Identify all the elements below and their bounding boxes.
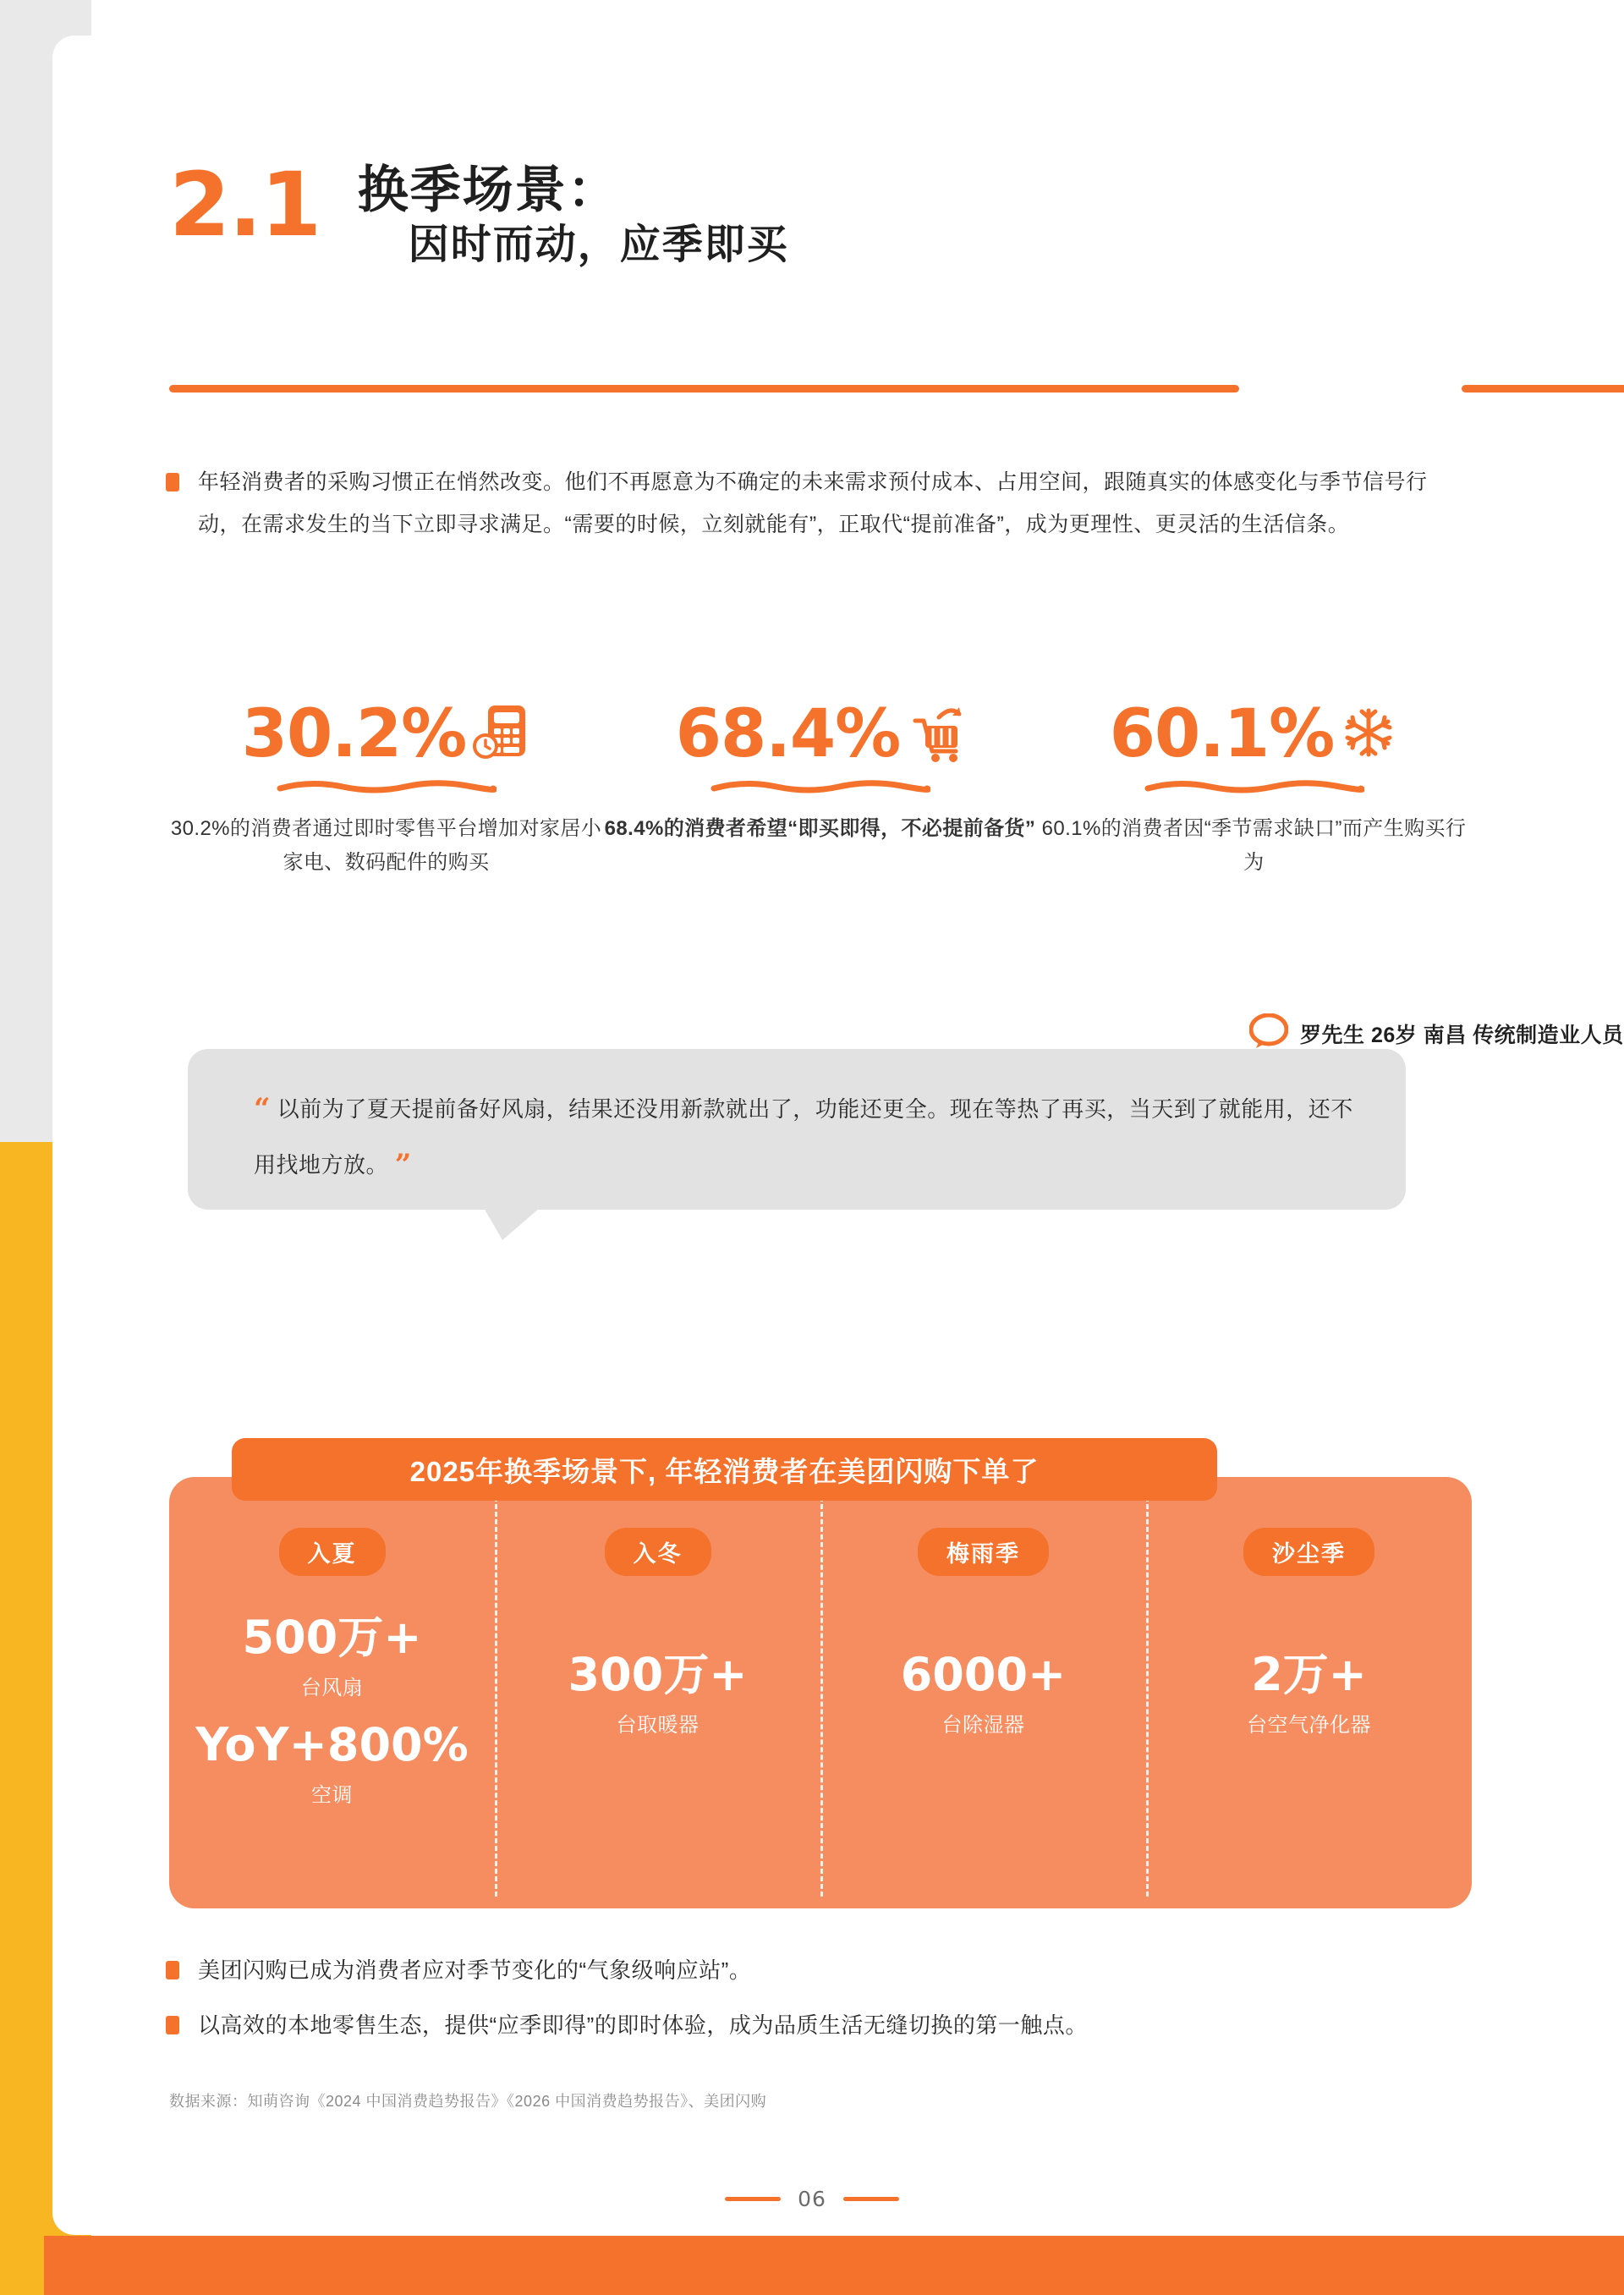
snowflake-icon (1339, 702, 1398, 766)
season-tag: 梅雨季 (918, 1528, 1049, 1576)
closing-text: 以高效的本地零售生态，提供“应季即得”的即时体验，成为品质生活无缝切换的第一触点。 (198, 2012, 1088, 2038)
stat-value: 68.4% (675, 696, 901, 772)
underline-squiggle (169, 778, 603, 793)
footer-dash-left (725, 2197, 781, 2201)
stat-description: 60.1%的消费者因“季节需求缺口”而产生购买行为 (1041, 817, 1467, 874)
page-footer (0, 2187, 1624, 2211)
stat-description: 68.4%的消费者希望“即买即得，不必提前备货” (604, 817, 1036, 840)
metric-value: 500万+ (242, 1611, 422, 1664)
page-title (358, 161, 789, 272)
underline-squiggle (603, 778, 1037, 793)
list-item (166, 1954, 1468, 1987)
bullet-square-icon (166, 1961, 179, 1979)
quote-bubble-tail (484, 1208, 540, 1240)
speaker-name: 罗先生 26岁 南昌 传统制造业人员 (1300, 1023, 1624, 1047)
quote-text (254, 1081, 1353, 1194)
data-source-note: 数据来源：知萌咨询《2024 中国消费趋势报告》《2026 中国消费趋势报告》、美团闪购 (169, 2093, 767, 2110)
quote-open-mark: “ (254, 1092, 272, 1126)
panel-body (169, 1477, 1472, 1908)
quote-speaker (1249, 1013, 1624, 1053)
season-tag: 入冬 (605, 1528, 711, 1576)
stat-value: 30.2% (241, 696, 467, 772)
metric-label: 空调 (311, 1784, 353, 1808)
metric-label: 台取暖器 (616, 1714, 700, 1738)
rule-short (1462, 385, 1624, 393)
metric-value: YoY+800% (195, 1718, 469, 1772)
rule-long (169, 385, 1239, 393)
stat-description: 30.2%的消费者通过即时零售平台增加对家居小家电、数码配件的购买 (170, 817, 602, 874)
metric-group (169, 1719, 495, 1808)
stat-card (1037, 694, 1471, 879)
quote-block (188, 1023, 1624, 1260)
list-item (166, 2009, 1468, 2042)
metric-group (820, 1649, 1146, 1738)
panel-column-summer (169, 1477, 495, 1908)
metric-value: 2万+ (1251, 1648, 1367, 1701)
page-header (169, 153, 1472, 272)
panel-column-winter (495, 1477, 820, 1908)
metric-value: 6000+ (900, 1648, 1067, 1701)
intro-paragraph (166, 461, 1468, 546)
bullet-square-icon (166, 2016, 179, 2034)
panel-column-dust (1146, 1477, 1472, 1908)
stat-value: 60.1% (1109, 696, 1335, 772)
intro-text: 年轻消费者的采购习惯正在悄然改变。他们不再愿意为不确定的未来需求预付成本、占用空间，跟随真实的体感变化与季节信号行动，在需求发生的当下立即寻求满足。“需要的时候，立刻就能有”，正取代“提前准备”，成为更理性、更灵活的生活信条。 (198, 470, 1428, 536)
season-tag: 入夏 (279, 1528, 386, 1576)
section-number: 2.1 (169, 153, 321, 256)
header-rule (169, 382, 1472, 394)
closing-bullets (166, 1954, 1468, 2064)
bullet-square-icon (166, 473, 179, 491)
stat-card (169, 694, 603, 879)
quote-body: 以前为了夏天提前备好风扇，结果还没用新款就出了，功能还更全。现在等热了再买，当天到了就能用，还不用找地方放。 (254, 1096, 1353, 1178)
metric-group (169, 1611, 495, 1700)
panel-column-plum-rain (820, 1477, 1146, 1908)
metric-group (495, 1649, 820, 1738)
panel-title: 2025年换季场景下, 年轻消费者在美团闪购下单了 (232, 1438, 1217, 1501)
footer-dash-right (843, 2197, 899, 2201)
quote-close-mark: ” (394, 1148, 412, 1183)
metric-group (1146, 1649, 1472, 1738)
metric-label: 台除湿器 (941, 1714, 1025, 1738)
shopping-cart-icon (905, 702, 964, 766)
page-number: 06 (798, 2187, 826, 2211)
closing-text: 美团闪购已成为消费者应对季节变化的“气象级响应站”。 (198, 1957, 752, 1983)
bottom-orange-bar (44, 2236, 1624, 2295)
metric-label: 台风扇 (300, 1677, 364, 1700)
title-line-1: 换季场景： (357, 162, 620, 218)
stat-card (603, 694, 1037, 879)
stats-row (169, 694, 1472, 879)
calculator-icon (471, 702, 530, 766)
speech-bubble-icon (1249, 1013, 1288, 1053)
season-tag: 沙尘季 (1243, 1528, 1374, 1576)
underline-squiggle (1037, 778, 1471, 793)
metric-label: 台空气净化器 (1247, 1714, 1371, 1738)
title-line-2: 因时而动，应季即买 (408, 222, 789, 267)
metric-value: 300万+ (568, 1648, 748, 1701)
